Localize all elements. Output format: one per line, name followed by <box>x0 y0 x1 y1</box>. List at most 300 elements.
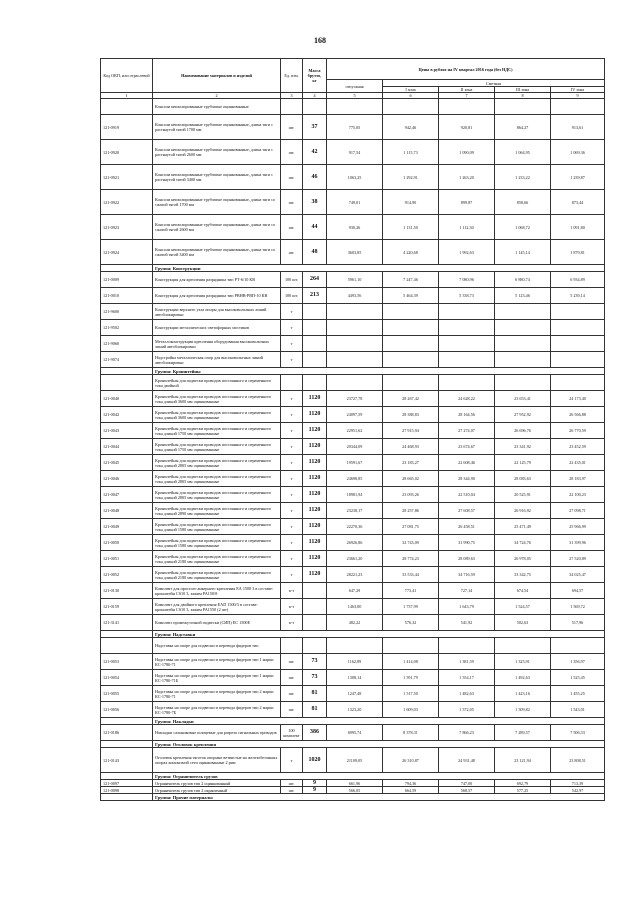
price-otpusknaya: 28221,23 <box>327 567 383 583</box>
group-row <box>101 368 605 375</box>
price-zone-2: 747,00 <box>439 780 495 787</box>
table-row <box>101 551 605 567</box>
price-zone-3: 27 952,92 <box>495 407 551 423</box>
item-unit: к-т <box>281 599 303 615</box>
header-mass: Масса брутто, кг <box>303 59 327 93</box>
table-row <box>101 215 605 240</box>
price-zone-3: 1 233,22 <box>495 165 551 190</box>
price-otpusknaya: 22951,62 <box>327 423 383 439</box>
price-otpusknaya <box>327 99 383 115</box>
item-name: Надставка на опоре для подвески и перевода фидеров тип 1 марки КС-1780-71 <box>153 654 281 670</box>
price-zone-3: 34 724,76 <box>495 535 551 551</box>
price-zone-4: 1 569,72 <box>551 599 605 615</box>
header-code: Код ОКП, или отраслевой <box>101 59 153 93</box>
item-code: 121-0923 <box>101 215 153 240</box>
item-name: Кронштейны для подвески проводов постоянного и переменного тока длиной 2180 мм оцинкованные <box>153 551 281 567</box>
table-row <box>101 702 605 718</box>
group-title: Группа: Накладки <box>153 718 605 725</box>
price-zone-3 <box>495 320 551 336</box>
item-code: 121-0010 <box>101 288 153 304</box>
table-row <box>101 535 605 551</box>
price-zone-3: 692,79 <box>495 780 551 787</box>
price-zone-1: 942,46 <box>383 115 439 140</box>
price-otpusknaya: 482,22 <box>327 615 383 631</box>
item-name: Консоли неизолированные трубчатые оцинкованные, длина тяги с растянутой тягой 1700 мм <box>153 115 281 140</box>
item-unit: т <box>281 455 303 471</box>
item-mass <box>303 99 327 115</box>
table-row <box>101 748 605 773</box>
price-zone-4 <box>551 336 605 352</box>
item-unit: т <box>281 471 303 487</box>
price-zone-3: 28 083,63 <box>495 471 551 487</box>
price-zone-2 <box>439 375 495 391</box>
price-zone-3: 1 068,72 <box>495 215 551 240</box>
price-zone-3: 674,54 <box>495 583 551 599</box>
price-zone-1: 32 743,09 <box>383 535 439 551</box>
table-row <box>101 519 605 535</box>
price-zone-4 <box>551 99 605 115</box>
price-zone-3: 26 978,05 <box>495 551 551 567</box>
group-row <box>101 741 605 748</box>
item-unit: шт. <box>281 686 303 702</box>
item-mass <box>303 375 327 391</box>
price-otpusknaya: 3603,85 <box>327 240 383 265</box>
group-code-cell <box>101 265 153 272</box>
item-name: Надставка на опоре для подвески и перевода фидеров тип 1 марки КС-1780-71Б <box>153 670 281 686</box>
price-zone-3: 1 509,82 <box>495 702 551 718</box>
price-otpusknaya: 5961,10 <box>327 272 383 288</box>
item-mass: 81 <box>303 702 327 718</box>
item-code <box>101 375 153 391</box>
group-title: Группа: Кронштейны <box>153 368 605 375</box>
price-zone-1: 28 267,42 <box>383 391 439 407</box>
header-zone-3: III зона <box>495 87 551 93</box>
item-code: 121-9074 <box>101 352 153 368</box>
item-unit: шт. <box>281 787 303 794</box>
price-otpusknaya <box>327 375 383 391</box>
item-mass: 1120 <box>303 391 327 407</box>
group-row <box>101 631 605 638</box>
table-row <box>101 503 605 519</box>
column-number: 6 <box>383 93 439 99</box>
price-zone-4: 26 770,59 <box>551 423 605 439</box>
item-unit <box>281 99 303 115</box>
item-code: 121-0054 <box>101 670 153 686</box>
item-unit: шт. <box>281 190 303 215</box>
column-number: 3 <box>281 93 303 99</box>
item-code: 121-0055 <box>101 686 153 702</box>
group-title: Группа: Оголовок крепления <box>153 741 605 748</box>
item-mass <box>303 304 327 320</box>
price-zone-3: 577,25 <box>495 787 551 794</box>
price-otpusknaya: 1247,48 <box>327 686 383 702</box>
item-unit: т <box>281 567 303 583</box>
price-zone-4: 6 934,89 <box>551 272 605 288</box>
item-unit: т <box>281 391 303 407</box>
price-zone-2: 1 482,63 <box>439 686 495 702</box>
header-zone-1: I зона <box>383 87 439 93</box>
price-zone-2: 7 080,96 <box>439 272 495 288</box>
price-zone-2: 7 866,23 <box>439 725 495 741</box>
price-zone-1: 28 388,83 <box>383 407 439 423</box>
price-zone-2: 727,14 <box>439 583 495 599</box>
price-otpusknaya: 930,26 <box>327 215 383 240</box>
price-zone-2: 24 931,48 <box>439 748 495 773</box>
item-mass: 1120 <box>303 423 327 439</box>
price-zone-4: 23 452,59 <box>551 439 605 455</box>
item-mass: 37 <box>303 115 327 140</box>
column-number: 2 <box>153 93 281 99</box>
item-mass: 44 <box>303 215 327 240</box>
table-row <box>101 615 605 631</box>
item-code: 121-0052 <box>101 567 153 583</box>
item-name: Конструкция для крепления разрядника тип РТ-6/10 КВ <box>153 272 281 288</box>
item-code: 121-0056 <box>101 702 153 718</box>
price-zone-3: 22 125,79 <box>495 455 551 471</box>
price-zone-3: 25 471,49 <box>495 519 551 535</box>
group-code-cell <box>101 773 153 780</box>
price-zone-1: 27 915,94 <box>383 423 439 439</box>
group-code-cell <box>101 631 153 638</box>
item-mass: 1120 <box>303 471 327 487</box>
price-zone-3: 502,63 <box>495 615 551 631</box>
price-otpusknaya: 24698,85 <box>327 471 383 487</box>
price-zone-4: 25 966,99 <box>551 519 605 535</box>
price-otpusknaya <box>327 336 383 352</box>
price-zone-1: 33 533,44 <box>383 567 439 583</box>
item-name: Кронштейны для подвески проводов постоянного и переменного тока длиной 2805 мм оцинкованные <box>153 487 281 503</box>
item-mass: 264 <box>303 272 327 288</box>
item-name: Кронштейны для подвески проводов постоянного и переменного тока длиной 2890 мм оцинкованные <box>153 503 281 519</box>
header-prices-title: Цены в рублях на IV квартал 2016 года (без НДС) <box>327 59 605 80</box>
group-title: Группа: Надставки <box>153 631 605 638</box>
item-name: Кронштейны для подвески проводов постоянного и переменного тока длиной 2180 мм оцинкованные <box>153 567 281 583</box>
item-unit: т <box>281 336 303 352</box>
price-zone-4: 28 183,97 <box>551 471 605 487</box>
price-otpusknaya: 749,01 <box>327 190 383 215</box>
item-unit: т <box>281 304 303 320</box>
price-zone-4: 24 173,40 <box>551 391 605 407</box>
price-zone-2: 24 628,22 <box>439 391 495 407</box>
price-otpusknaya: 26926,86 <box>327 535 383 551</box>
item-unit: к-т <box>281 615 303 631</box>
header-name: Наименование материалов и изделий <box>153 59 281 93</box>
item-name: Консоли неизолированные трубчатые оцинкованные, длина тяги с растянутой тягой 3400 мм <box>153 165 281 190</box>
table-row <box>101 654 605 670</box>
price-zone-1: 8 378,31 <box>383 725 439 741</box>
price-otpusknaya: 1463,00 <box>327 599 383 615</box>
item-mass <box>303 352 327 368</box>
price-zone-1 <box>383 336 439 352</box>
price-zone-2 <box>439 352 495 368</box>
item-name: Комплект для двойного крепления EAD 1500/3 в составе: кронштейн CS10 3, зажим PA1550 (2 шт) <box>153 599 281 615</box>
item-mass: 1120 <box>303 519 327 535</box>
item-unit <box>281 375 303 391</box>
price-zone-2: 920,81 <box>439 115 495 140</box>
item-name: Комплект для простого анкерного крепления ЕА 1500 3 в составе: кронштейн CS10 3, зажим PA150/8 <box>153 583 281 599</box>
item-name: Комплект промежуточной подвески (СИП) ЕС 1500Е <box>153 615 281 631</box>
price-zone-4: 873,44 <box>551 190 605 215</box>
item-code: 121-9502 <box>101 320 153 336</box>
price-zone-4: 27 520,89 <box>551 551 605 567</box>
table-header <box>101 59 605 99</box>
price-otpusknaya: 21109,05 <box>327 748 383 773</box>
price-zone-4: 1 239,87 <box>551 165 605 190</box>
price-zone-4: 26 566,88 <box>551 407 605 423</box>
item-name: Кронштейны для подвески проводов постоянного и переменного тока длиной 3600 мм оцинкованные <box>153 407 281 423</box>
table-row <box>101 471 605 487</box>
item-unit: т <box>281 535 303 551</box>
table-row <box>101 423 605 439</box>
price-zone-1 <box>383 375 439 391</box>
price-zone-3 <box>495 375 551 391</box>
item-mass: 9 <box>303 787 327 794</box>
price-zone-4 <box>551 352 605 368</box>
price-zone-2: 1 090,09 <box>439 140 495 165</box>
table-row <box>101 140 605 165</box>
price-otpusknaya: 661,96 <box>327 780 383 787</box>
header-smetnaya: Сметная <box>383 80 605 87</box>
price-zone-2 <box>439 304 495 320</box>
item-name: Кронштейны для подвески проводов постоянного и переменного тока длиной 1580 мм оцинкованные <box>153 535 281 551</box>
price-otpusknaya: 1063,25 <box>327 165 383 190</box>
item-code: 121-0097 <box>101 780 153 787</box>
price-zone-1: 28 774,23 <box>383 551 439 567</box>
price-zone-3 <box>495 638 551 654</box>
item-unit: шт. <box>281 654 303 670</box>
item-code: 121-0053 <box>101 654 153 670</box>
item-code: 121-0048 <box>101 503 153 519</box>
page-number: 168 <box>314 36 326 45</box>
item-name: Консоли неизолированные трубчатые оцинкованные, длина тяги со сжатой тягой 2600 мм <box>153 215 281 240</box>
price-zone-4: 1 356,97 <box>551 654 605 670</box>
price-zone-4: 22 435,01 <box>551 455 605 471</box>
group-code-cell <box>101 718 153 725</box>
price-zone-3 <box>495 304 551 320</box>
price-zone-4: 5 239,14 <box>551 288 605 304</box>
column-number: 1 <box>101 93 153 99</box>
item-name: Кронштейны для подвески проводов постоянного и переменного тока длиной 2805 мм оцинкованные <box>153 455 281 471</box>
price-zone-2 <box>439 336 495 352</box>
price-otpusknaya: 566,05 <box>327 787 383 794</box>
item-unit: т <box>281 439 303 455</box>
price-zone-1 <box>383 638 439 654</box>
table-row <box>101 567 605 583</box>
price-zone-4: 713,39 <box>551 780 605 787</box>
price-zone-3: 26 696,76 <box>495 423 551 439</box>
item-mass: 1120 <box>303 503 327 519</box>
price-zone-4: 31 399,96 <box>551 535 605 551</box>
table-row <box>101 240 605 265</box>
item-code: 121-9060 <box>101 336 153 352</box>
price-zone-3: 26 916,92 <box>495 503 551 519</box>
item-code: 121-0051 <box>101 551 153 567</box>
table-row <box>101 165 605 190</box>
table-row <box>101 272 605 288</box>
price-zone-4: 1 069,36 <box>551 140 605 165</box>
price-zone-3: 20 525,91 <box>495 487 551 503</box>
price-otpusknaya: 647,29 <box>327 583 383 599</box>
price-zone-4: 542,97 <box>551 787 605 794</box>
price-zone-1: 28 257,86 <box>383 503 439 519</box>
item-code: 121-0009 <box>101 272 153 288</box>
item-mass: 1120 <box>303 567 327 583</box>
item-mass <box>303 615 327 631</box>
item-mass <box>303 336 327 352</box>
item-unit: к-т <box>281 583 303 599</box>
table-row <box>101 99 605 115</box>
price-zone-2: 27 608,57 <box>439 503 495 519</box>
item-name: Кронштейны для подвески проводов постоянного и переменного тока длиной 1750 мм оцинкованные <box>153 439 281 455</box>
item-name: Кронштейны для подвески проводов постоянного и переменного тока длиной 1580 мм оцинкованные <box>153 519 281 535</box>
item-unit: шт. <box>281 702 303 718</box>
item-code: 121-0044 <box>101 439 153 455</box>
item-mass <box>303 638 327 654</box>
item-code: 121-0042 <box>101 407 153 423</box>
item-mass: 81 <box>303 686 327 702</box>
item-code: 121-0159 <box>101 599 153 615</box>
item-unit: 100 шт. <box>281 288 303 304</box>
item-mass: 1120 <box>303 455 327 471</box>
price-otpusknaya <box>327 320 383 336</box>
item-unit: шт. <box>281 670 303 686</box>
header-zone-4: IV зона <box>551 87 605 93</box>
price-zone-1: 28 665,02 <box>383 471 439 487</box>
price-zone-2: 5 338,73 <box>439 288 495 304</box>
item-code <box>101 638 153 654</box>
price-zone-1: 27 081,75 <box>383 519 439 535</box>
price-table <box>100 58 605 801</box>
price-zone-1: 1 115,73 <box>383 140 439 165</box>
price-otpusknaya <box>327 304 383 320</box>
price-otpusknaya <box>327 352 383 368</box>
price-otpusknaya: 20344,09 <box>327 439 383 455</box>
price-zone-4: 23 808,51 <box>551 748 605 773</box>
item-name: Конструкции верхнего узла опоры для высоковольтных линий автоблокировки <box>153 304 281 320</box>
price-zone-3: 864,27 <box>495 115 551 140</box>
price-zone-3: 23 121,94 <box>495 748 551 773</box>
price-zone-3: 1 325,91 <box>495 654 551 670</box>
price-zone-2: 28 344,90 <box>439 471 495 487</box>
price-zone-4: 1 455,25 <box>551 686 605 702</box>
price-otpusknaya: 917,54 <box>327 140 383 165</box>
price-zone-1 <box>383 304 439 320</box>
item-unit: шт. <box>281 780 303 787</box>
table-row <box>101 115 605 140</box>
item-unit: 100 комплект <box>281 725 303 741</box>
price-zone-4: 1 091,80 <box>551 215 605 240</box>
table-row <box>101 320 605 336</box>
group-row <box>101 773 605 780</box>
table-row <box>101 780 605 787</box>
item-code: 121-0921 <box>101 165 153 190</box>
item-unit: т <box>281 503 303 519</box>
item-code: 121-0186 <box>101 725 153 741</box>
price-zone-3: 1 145,14 <box>495 240 551 265</box>
price-zone-4: 1 525,45 <box>551 670 605 686</box>
price-zone-2 <box>439 99 495 115</box>
price-otpusknaya: 23727,78 <box>327 391 383 407</box>
table-row <box>101 391 605 407</box>
price-zone-1: 23 183,27 <box>383 455 439 471</box>
group-row <box>101 265 605 272</box>
price-zone-1: 5 464,39 <box>383 288 439 304</box>
table-row <box>101 352 605 368</box>
column-number: 7 <box>439 93 495 99</box>
table-row <box>101 336 605 352</box>
price-zone-1: 576,32 <box>383 615 439 631</box>
table-row <box>101 599 605 615</box>
column-number: 5 <box>327 93 383 99</box>
item-unit: т <box>281 748 303 773</box>
item-code: 121-3141 <box>101 615 153 631</box>
price-zone-1: 1 591,79 <box>383 670 439 686</box>
group-row <box>101 794 605 801</box>
item-unit: т <box>281 320 303 336</box>
price-zone-4 <box>551 304 605 320</box>
item-unit: т <box>281 551 303 567</box>
item-unit <box>281 638 303 654</box>
price-zone-1 <box>383 352 439 368</box>
item-mass: 42 <box>303 140 327 165</box>
price-zone-2: 28 164,56 <box>439 407 495 423</box>
price-zone-4: 694,57 <box>551 583 605 599</box>
item-unit: шт. <box>281 115 303 140</box>
price-zone-4 <box>551 375 605 391</box>
price-otpusknaya: 23238,17 <box>327 503 383 519</box>
item-unit: т <box>281 423 303 439</box>
item-unit: т <box>281 352 303 368</box>
table-row <box>101 670 605 686</box>
item-name: Надставка на опоре для подвески и перевода фидеров тип 2 марки КС-1780-71 <box>153 686 281 702</box>
item-mass: 1120 <box>303 551 327 567</box>
table-row <box>101 725 605 741</box>
price-zone-3 <box>495 99 551 115</box>
price-otpusknaya: 1308,14 <box>327 670 383 686</box>
item-name: Консоли неизолированные трубчатые оцинкованные, длина тяги со сжатой тягой 1700 мм <box>153 190 281 215</box>
header-unit: Ед. изм. <box>281 59 303 93</box>
price-otpusknaya: 19591,67 <box>327 455 383 471</box>
price-zone-4: 34 025,47 <box>551 567 605 583</box>
item-code: 121-0046 <box>101 471 153 487</box>
item-name: Консоли неизолированные трубчатые оцинкованные <box>153 99 281 115</box>
item-code: 121-0130 <box>101 583 153 599</box>
item-name: Кронштейны для подвески проводов постоянного и переменного тока длиной 2805 мм оцинкованные <box>153 471 281 487</box>
price-zone-4: 7 506,33 <box>551 725 605 741</box>
item-code: 121-0045 <box>101 455 153 471</box>
item-mass: 1120 <box>303 487 327 503</box>
price-zone-2 <box>439 320 495 336</box>
price-zone-2: 1 381,59 <box>439 654 495 670</box>
item-code: 121-0920 <box>101 140 153 165</box>
price-zone-4: 517,96 <box>551 615 605 631</box>
item-name: Консоли неизолированные трубчатые оцинкованные, длина тяги с растянутой тягой 2600 мм <box>153 140 281 165</box>
price-zone-2: 22 608,46 <box>439 455 495 471</box>
item-code: 121-0047 <box>101 487 153 503</box>
item-mass: 1020 <box>303 748 327 773</box>
group-title: Группа: Прочие материалы <box>153 794 605 801</box>
item-name: Ограничитель грузов тип 2 окрашенный <box>153 787 281 794</box>
price-otpusknaya: 1323,20 <box>327 702 383 718</box>
price-zone-1: 914,90 <box>383 190 439 215</box>
item-name: Кронштейны для подвески проводов постоянного и переменного тока длиной 1750 мм оцинкованные <box>153 423 281 439</box>
table-row <box>101 375 605 391</box>
price-zone-3: 1 064,95 <box>495 140 551 165</box>
price-zone-1: 7 247,46 <box>383 272 439 288</box>
price-zone-1: 1 292,91 <box>383 165 439 190</box>
price-zone-2: 22 510,04 <box>439 487 495 503</box>
item-mass: 48 <box>303 240 327 265</box>
